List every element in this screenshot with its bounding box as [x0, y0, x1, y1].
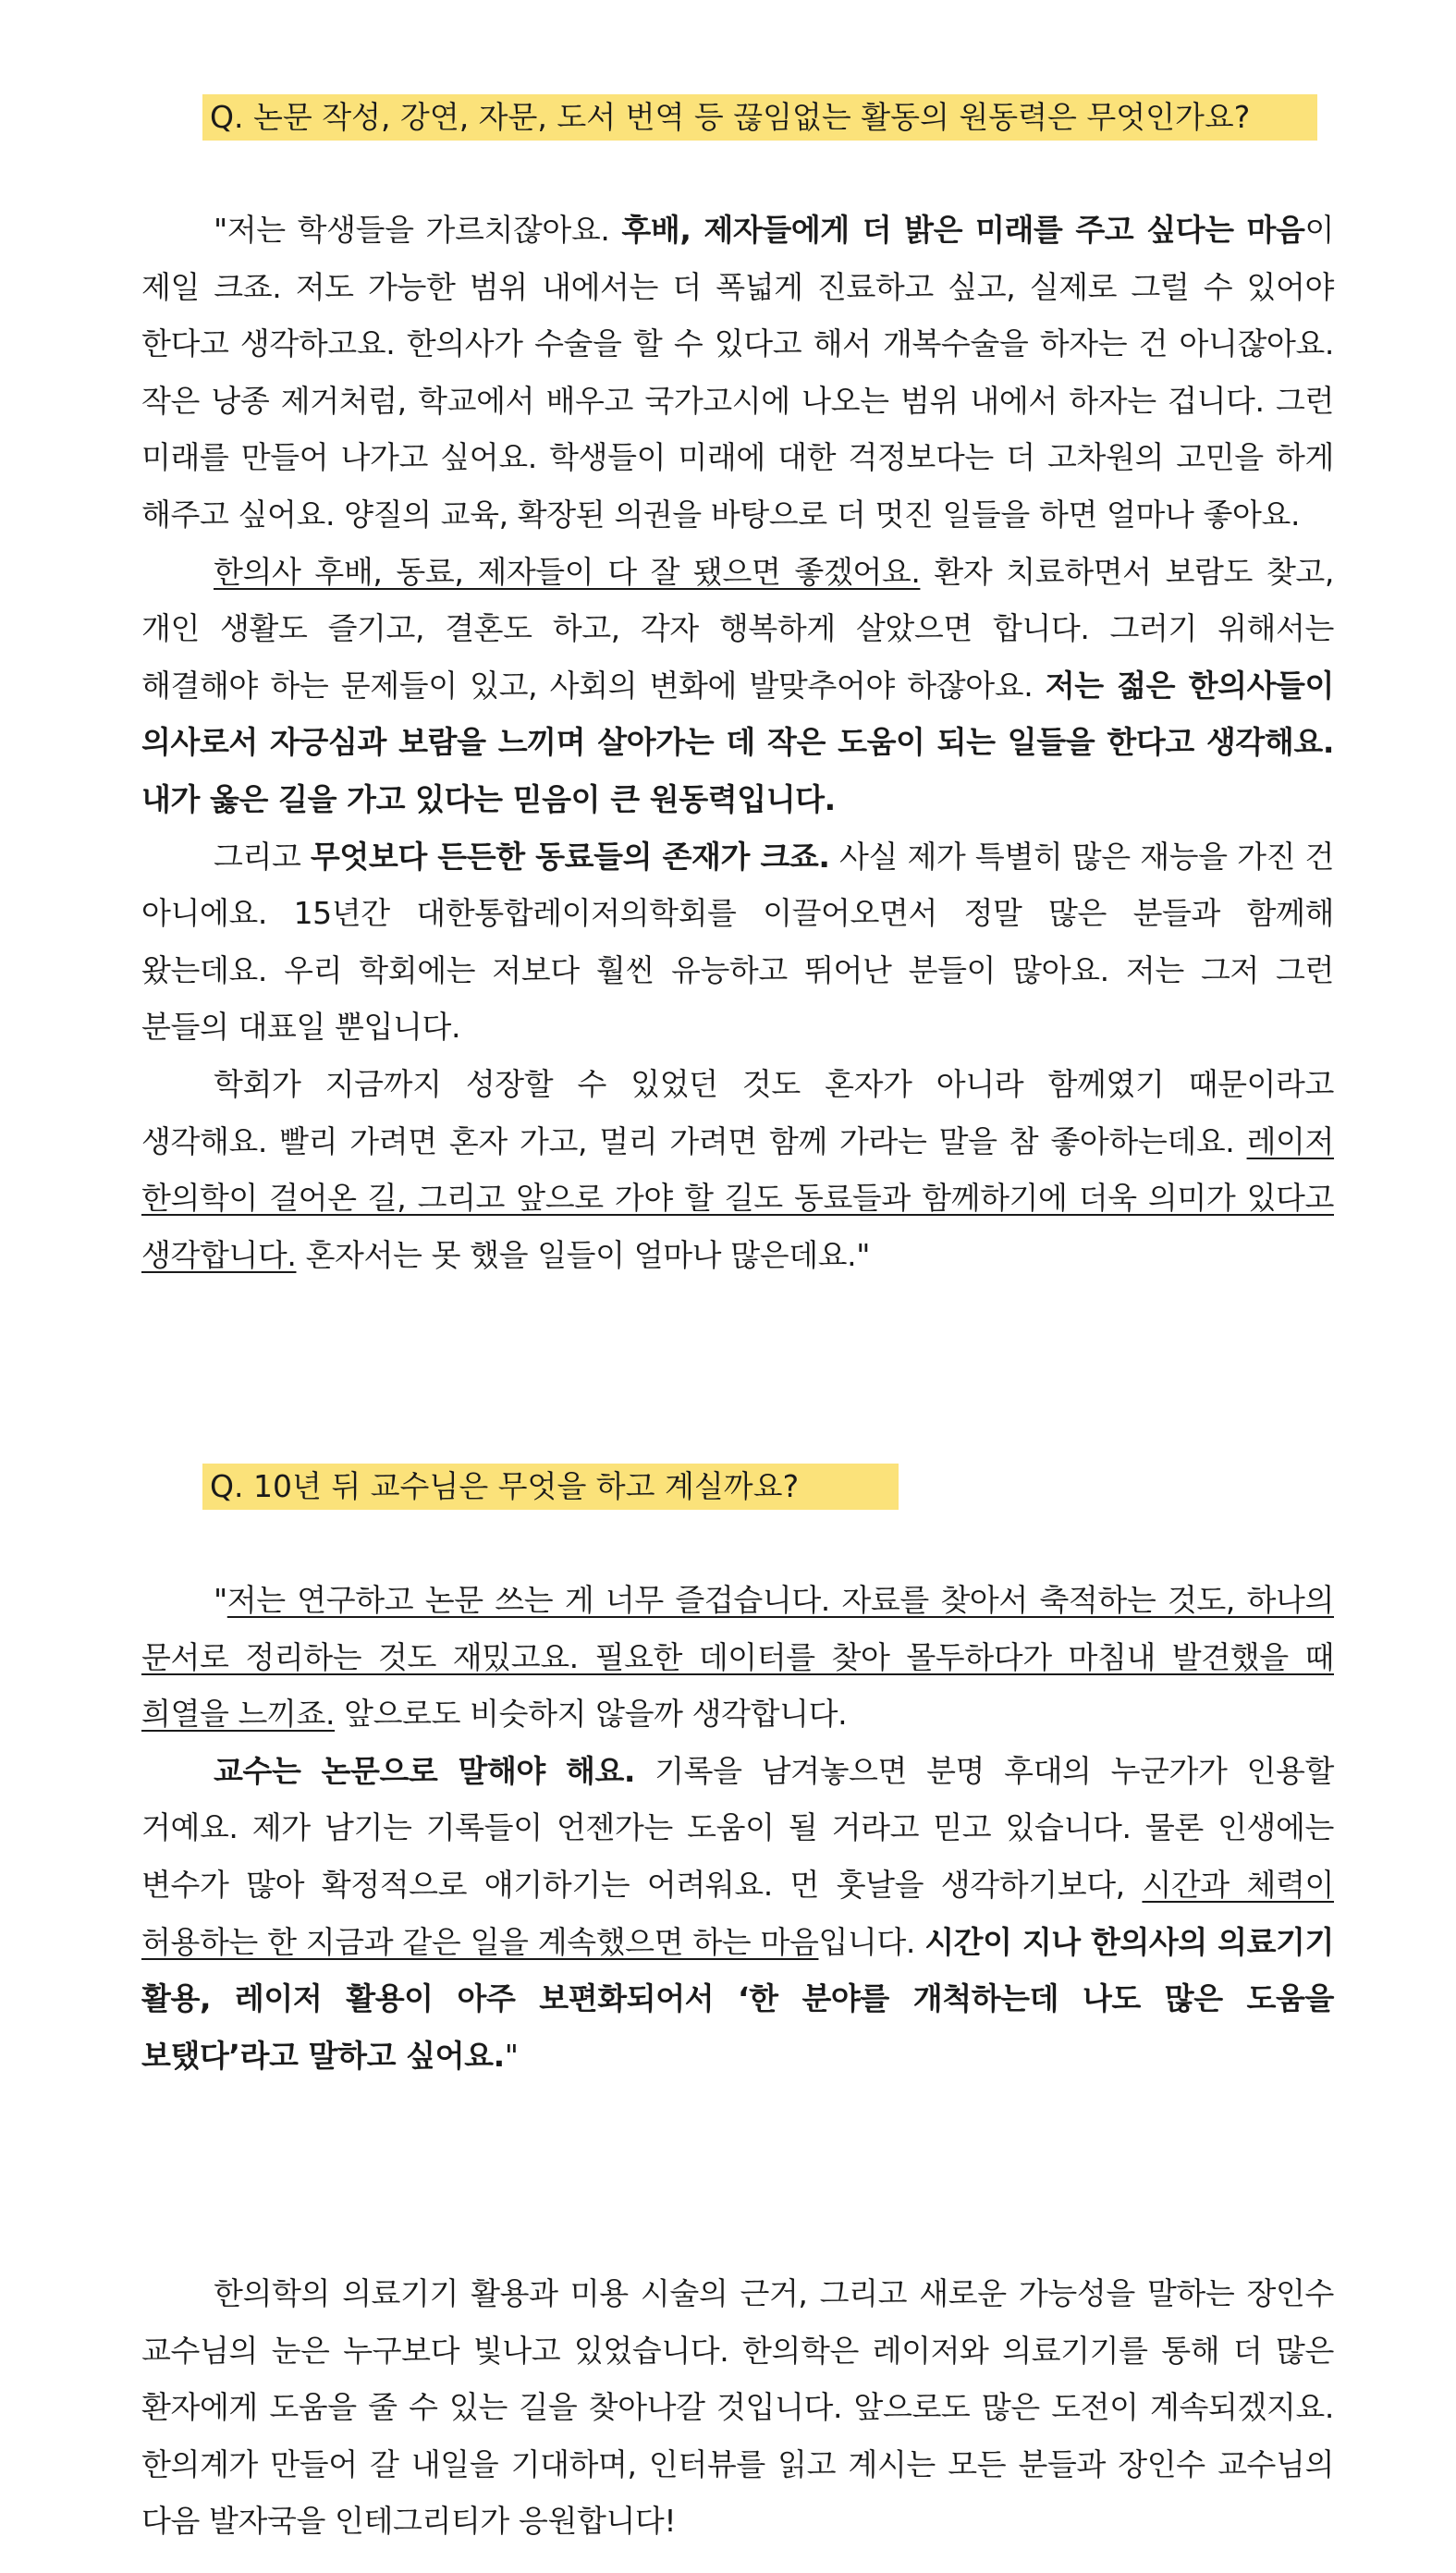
bold-run: 후배, 제자들에게 더 밝은 미래를 주고 싶다는 마음 — [621, 212, 1305, 248]
answer-2-paragraph-1 — [141, 1572, 1334, 1743]
text-run: 한의학의 의료기기 활용과 미용 시술의 근거, 그리고 새로운 가능성을 말하는 장인수 교수님의 눈은 누구보다 빛나고 있었습니다. 한의학은 레이저와 의료기기를 통해 더 많은 환자에게 도움을 줄 수 있는 길을 찾아나갈 것입니다. 앞으로도 많은 도전이 계속되겠지요. 한의계가 만들어 갈 내일을 기대하며, 인터뷰를 읽고 계시는 모든 분들과 장인수 교수님의 다음 발자국을 인테그리티가 응원합니다! — [141, 2275, 1334, 2540]
bold-run: 시간이 지나 한의사의 의료기기 활용, 레이저 활용이 아주 보편화되어서 ‘한 분야를 개척하는데 나도 많은 도움을 보탰다’라고 말하고 싶어요. — [141, 1923, 1335, 2074]
underlined-run: 레이저 한의학이 걸어온 길, 그리고 앞으로 가야 할 길도 동료들과 함께하기에 더욱 의미가 있다고 생각합니다. — [141, 1122, 1334, 1273]
closing-paragraph — [141, 2265, 1334, 2550]
text-run: 사실 제가 특별히 많은 재능을 가진 건 아니에요. 15년간 대한통합레이저의학회를 이끌어오면서 정말 많은 분들과 함께해 왔는데요. 우리 학회에는 저보다 훨씬 유능하고 뛰어난 분들이 많아요. 저는 그저 그런 분들의 대표일 뿐입니다. — [141, 838, 1334, 1046]
answer-1-paragraph-2 — [141, 544, 1334, 828]
answer-1-paragraph-4 — [141, 1056, 1334, 1283]
text-run: 이 제일 크죠. 저도 가능한 범위 내에서는 더 폭넓게 진료하고 싶고, 실제로 그럴 수 있어야 한다고 생각하고요. 한의사가 수술을 할 수 있다고 해서 개복수술을 하자는 건 아니잖아요. 작은 낭종 제거처럼, 학교에서 배우고 국가고시에 나오는 범위 내에서 하자는 겁니다. 그런 미래를 만들어 나가고 싶어요. 학생들이 미래에 대한 걱정보다는 더 고차원의 고민을 하게 해주고 싶어요. 양질의 교육, 확장된 의권을 바탕으로 더 멋진 일들을 하면 얼마나 좋아요. — [141, 212, 1334, 533]
text-run: 그리고 — [214, 838, 311, 875]
underlined-run: 저는 연구하고 논문 쓰는 게 너무 즐겁습니다. 자료를 찾아서 축적하는 것도, 하나의 문서로 정리하는 것도 재밌고요. 필요한 데이터를 찾아 몰두하다가 마침내 발견했을 때 희열을 느끼죠. — [141, 1582, 1334, 1733]
text-run: " — [214, 1582, 227, 1618]
text-run: 환자 치료하면서 보람도 찾고, 개인 생활도 즐기고, 결혼도 하고, 각자 행복하게 살았으면 합니다. 그러기 위해서는 해결해야 하는 문제들이 있고, 사회의 변화에 발맞추어야 하잖아요. — [141, 553, 1334, 704]
answer-2 — [141, 1572, 1334, 2084]
text-run: "저는 학생들을 가르치잖아요. — [214, 212, 622, 248]
text-run: 학회가 지금까지 성장할 수 있었던 것도 혼자가 아니라 함께였기 때문이라고 생각해요. 빨리 가려면 혼자 가고, 멀리 가려면 함께 가라는 말을 참 좋아하는데요. — [141, 1065, 1334, 1159]
underlined-run: 시간과 체력이 허용하는 한 지금과 같은 일을 계속했으면 하는 마음 — [141, 1866, 1334, 1960]
closing-remarks — [141, 2265, 1334, 2550]
text-run: 입니다. — [818, 1923, 925, 1960]
text-run: 혼자서는 못 했을 일들이 얼마나 많은데요." — [296, 1236, 871, 1273]
bold-run: 저는 젊은 한의사들이 의사로서 자긍심과 보람을 느끼며 살아가는 데 작은 도움이 되는 일들을 한다고 생각해요. 내가 옳은 길을 가고 있다는 믿음이 큰 원동력입니다. — [141, 667, 1335, 817]
underlined-run: 한의사 후배, 동료, 제자들이 다 잘 됐으면 좋겠어요. — [214, 553, 921, 590]
text-run: " — [504, 2037, 519, 2074]
bold-run: 교수는 논문으로 말해야 해요. — [214, 1752, 636, 1789]
answer-2-paragraph-2 — [141, 1743, 1334, 2085]
answer-1 — [141, 202, 1334, 1283]
text-run: 앞으로도 비슷하지 않을까 생각합니다. — [335, 1696, 848, 1733]
bold-run: 무엇보다 든든한 동료들의 존재가 크죠. — [310, 838, 830, 875]
text-run: 기록을 남겨놓으면 분명 후대의 누군가가 인용할 거예요. 제가 남기는 기록들이 언젠가는 도움이 될 거라고 믿고 있습니다. 물론 인생에는 변수가 많아 확정적으로 얘기하기는 어려워요. 먼 훗날을 생각하기보다, — [141, 1752, 1334, 1903]
question-2: Q. 10년 뒤 교수님은 무엇을 하고 계실까요? — [202, 1464, 899, 1510]
answer-1-paragraph-3 — [141, 828, 1334, 1056]
question-1: Q. 논문 작성, 강연, 자문, 도서 번역 등 끊임없는 활동의 원동력은 무엇인가요? — [202, 94, 1317, 141]
answer-1-paragraph-1 — [141, 202, 1334, 544]
